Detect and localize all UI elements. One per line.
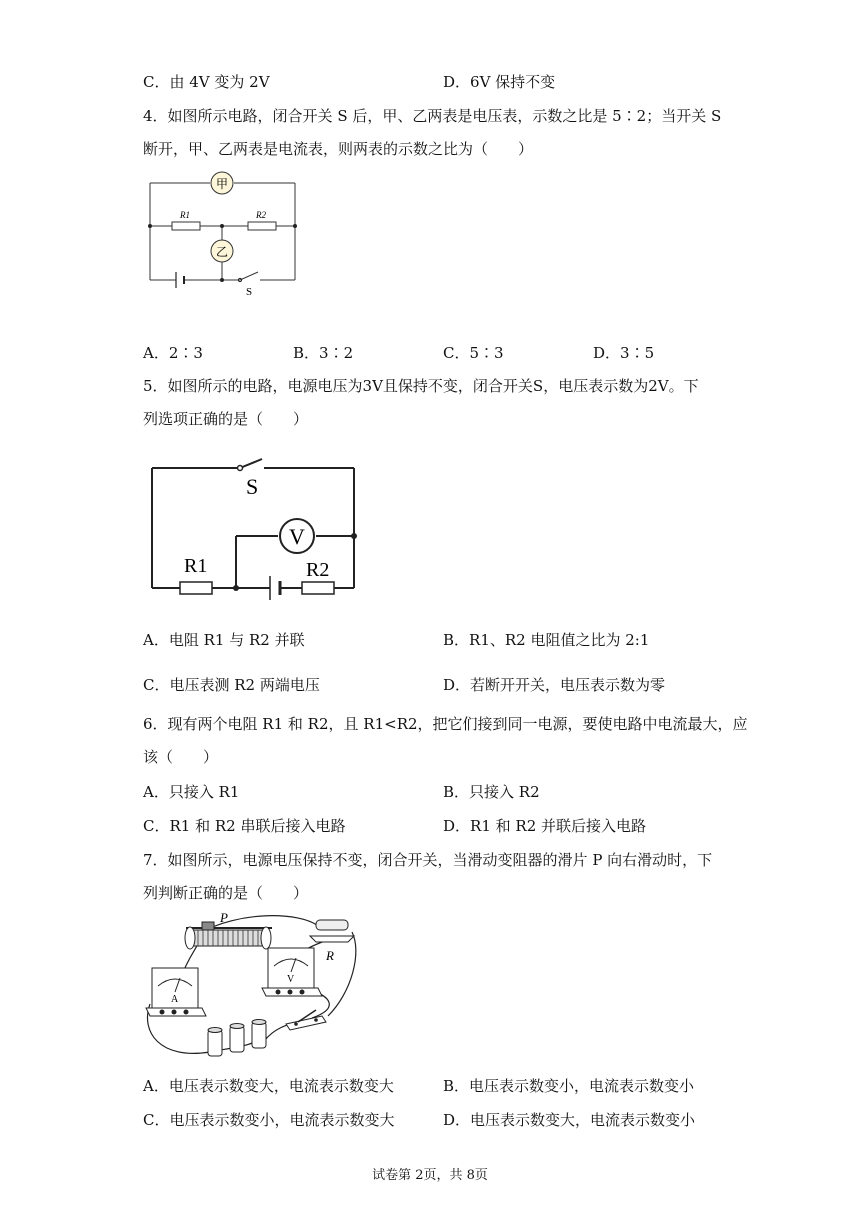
q4-r2-label: R2 [256,210,266,220]
q7-option-d: D．电压表示数变大，电流表示数变小 [443,1111,696,1129]
q6-option-c: C．R1 和 R2 串联后接入电路 [143,817,346,835]
q5-option-b: B．R1、R2 电阻值之比为 2:1 [443,631,650,649]
q7-slider-label: P [220,912,228,925]
q7-stem-line2: 列判断正确的是（ ） [143,884,309,902]
q4-option-d: D．3∶5 [593,344,655,362]
q6-stem-line2: 该（ ） [143,748,219,766]
q4-option-b: B．3∶2 [293,344,354,362]
q4-r1-label: R1 [180,210,190,220]
q7-resistor-label: R [326,948,334,963]
q5-option-d: D．若断开开关，电压表示数为零 [443,676,666,694]
q5-circuit-diagram [140,454,370,604]
q7-option-c: C．电压表示数变小，电流表示数变大 [143,1111,395,1129]
q4-meter-jia-label: 甲 [215,177,229,191]
q4-option-c: C．5∶3 [443,344,504,362]
q5-r1-label: R1 [184,555,208,577]
q7-apparatus-figure [140,912,370,1062]
q4-switch-label: S [246,286,253,298]
q6-stem-line1: 6．现有两个电阻 R1 和 R2，且 R1<R2，把它们接到同一电源，要使电路中电流最大，应 [143,715,748,733]
q7-option-a: A．电压表示数变大，电流表示数变大 [143,1077,394,1095]
q5-voltmeter-label: V [289,524,305,549]
page-footer: 试卷第 2页，共 8页 [372,1168,488,1183]
q4-meter-yi-label: 乙 [215,245,229,259]
q5-option-c: C．电压表测 R2 两端电压 [143,676,320,694]
q7-ammeter-label: A [171,994,179,1005]
q5-r2-label: R2 [306,559,330,581]
q4-stem-line2: 断开，甲、乙两表是电流表，则两表的示数之比为（ ） [143,140,534,158]
q3-option-d: D．6V 保持不变 [443,73,556,91]
q6-option-d: D．R1 和 R2 并联后接入电路 [443,817,647,835]
q5-option-a: A．电阻 R1 与 R2 并联 [143,631,305,649]
q4-stem-line1: 4．如图所示电路，闭合开关 S 后，甲、乙两表是电压表，示数之比是 5∶2；当开关 S [143,107,722,125]
q7-option-b: B．电压表示数变小，电流表示数变小 [443,1077,695,1095]
q6-option-a: A．只接入 R1 [143,783,240,801]
q4-circuit-diagram [140,168,310,300]
q5-stem-line1: 5．如图所示的电路，电源电压为3V且保持不变，闭合开关S，电压表示数为2V。下 [143,377,699,395]
q7-stem-line1: 7．如图所示，电源电压保持不变，闭合开关，当滑动变阻器的滑片 P 向右滑动时，下 [143,851,713,869]
q7-voltmeter-label: V [287,974,295,985]
q6-option-b: B．只接入 R2 [443,783,540,801]
q5-stem-line2: 列选项正确的是（ ） [143,410,309,428]
q5-switch-label: S [246,474,259,499]
q3-option-c: C．由 4V 变为 2V [143,73,270,91]
q4-option-a: A．2∶3 [143,344,203,362]
